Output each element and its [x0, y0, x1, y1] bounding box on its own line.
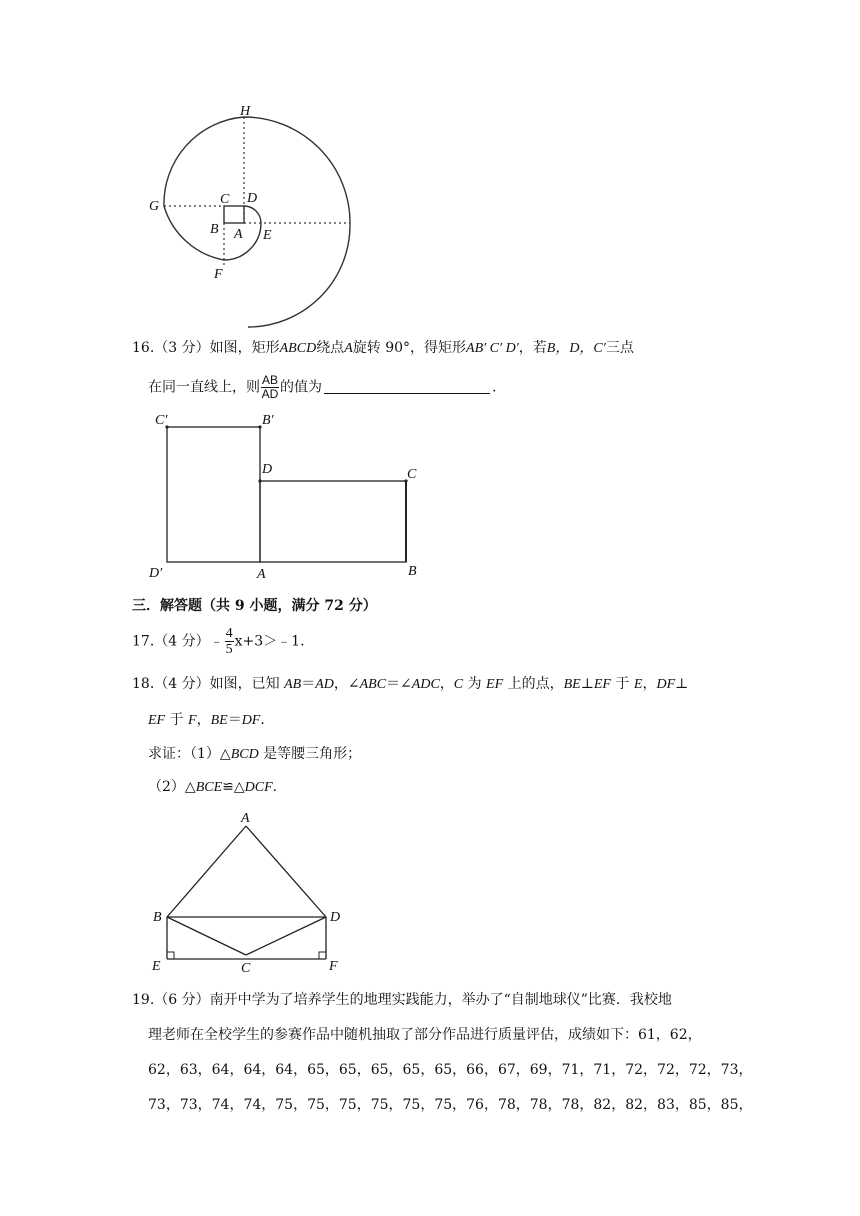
question-19-line2: 理老师在全校学生的参赛作品中随机抽取了部分作品进行质量评估，成绩如下：61，62， [148, 1027, 702, 1043]
q18-var: ABC [359, 677, 387, 692]
q18-var: F [188, 713, 197, 728]
rectangles-figure [140, 405, 440, 585]
q18-var: C [453, 677, 464, 692]
section-3-heading: 三．解答题（共 9 小题，满分 72 分） [132, 598, 377, 614]
inequality-expression: x+3＞﹣1. [234, 633, 305, 650]
q18-text: . [260, 712, 265, 728]
rect-abcd [260, 481, 406, 562]
q18-text: 上的点， [503, 676, 564, 692]
question-18-line2 [148, 710, 265, 731]
q18-text: ＝ [301, 676, 316, 692]
segment-ad [246, 826, 326, 917]
label-f: F [329, 959, 338, 974]
rect-ab-c-d [167, 427, 260, 562]
q18-var: EF [593, 677, 611, 692]
spiral-figure [130, 95, 370, 335]
question-19-line4: 73，73，74，74，75，75，75，75，75，75，76，78，78，78，82，82，83，85，85， [148, 1097, 753, 1113]
spiral-diagram [130, 95, 370, 335]
q18-var: DF [241, 713, 261, 728]
label-d: D [330, 910, 341, 925]
label-e: E [152, 959, 161, 974]
triangle-name: BCD [230, 747, 259, 762]
fraction-numerator: AB [262, 373, 279, 387]
question-19-line3: 62，63，64，64，64，65，65，65，65，65，66，67，69，71，71，72，72，72，73， [148, 1062, 753, 1078]
label-c: C [407, 467, 417, 482]
label-h: H [240, 104, 251, 119]
segment-ab [167, 826, 246, 917]
proof-text: ≌△ [222, 779, 245, 795]
minus-sign: ﹣ [209, 633, 224, 650]
label-b: B [408, 564, 417, 579]
triangle-figure [140, 806, 360, 978]
q16-text-c: 旋转 90°，得矩形 [352, 340, 467, 356]
answer-blank[interactable] [324, 379, 490, 394]
ratio-fraction [261, 374, 279, 401]
q16-rect2: AB′ C′ D′ [466, 341, 519, 356]
point-d [258, 479, 261, 482]
q16-points: B，D，C′ [546, 341, 606, 356]
question-19-line1: 19.（6 分）南开中学为了培养学生的地理实践能力，举办了“自制地球仪”比赛．我校地 [132, 992, 672, 1008]
question-score: （4 分） [154, 633, 210, 650]
q16-text-b: 绕点 [316, 340, 345, 356]
question-18-proof-2 [148, 777, 277, 798]
fraction-denominator: 5 [225, 642, 233, 657]
q18-text: ⊥ [675, 676, 689, 692]
q16-line2-a: 在同一直线上，则 [148, 379, 260, 396]
label-f: F [214, 267, 223, 282]
question-18-proof-1 [148, 744, 361, 765]
proof-text: 求证：（1）△ [148, 746, 231, 762]
q18-var: E [633, 677, 643, 692]
label-d: D [262, 462, 273, 477]
q18-text: 于 [610, 676, 634, 692]
q18-text: 18.（4 分）如图，已知 [132, 676, 285, 692]
question-16-line2 [148, 374, 496, 401]
q16-line2-b: 的值为 [280, 379, 323, 396]
right-angle-f [319, 952, 326, 959]
triangle-name: DCF [244, 780, 273, 795]
question-score: （3 分） [154, 340, 210, 356]
label-b: B [210, 222, 219, 237]
proof-text: . [272, 779, 278, 795]
label-a: A [241, 811, 250, 826]
q18-text: ⊥ [580, 676, 594, 692]
q18-var: AB [284, 677, 302, 692]
label-b: B [153, 910, 162, 925]
right-angle-e [167, 952, 174, 959]
q18-text: 于 [165, 712, 189, 728]
q16-line2-end: . [492, 379, 497, 396]
q18-text: ，∠ [333, 676, 360, 692]
segment-dc [246, 917, 326, 955]
q16-text-e: 三点 [605, 340, 634, 356]
q18-var: DF [656, 677, 676, 692]
q18-text: 为 [463, 676, 487, 692]
q18-var: BE [210, 713, 228, 728]
spiral-curve [164, 117, 350, 327]
segment-bc [167, 917, 246, 955]
q18-text: ， [196, 712, 211, 728]
label-b-prime: B′ [262, 413, 274, 428]
question-16-line1 [132, 338, 634, 359]
q16-point-a: A [344, 341, 353, 356]
label-c-prime: C′ [155, 413, 168, 428]
q18-var: EF [486, 677, 504, 692]
label-c: C [241, 961, 251, 976]
label-c: C [220, 192, 230, 207]
question-number: 17. [132, 633, 155, 650]
q18-text: ， [439, 676, 454, 692]
proof-text: 是等腰三角形； [258, 746, 362, 762]
label-d-prime: D′ [149, 566, 163, 581]
proof-text: （2）△ [148, 779, 196, 795]
q16-text-a: 如图，矩形 [209, 340, 280, 356]
fraction-denominator: AD [261, 387, 279, 401]
label-g: G [149, 199, 160, 214]
triangle-diagram [140, 806, 360, 978]
q18-var: AD [315, 677, 334, 692]
question-17 [132, 626, 305, 657]
q18-text: ， [642, 676, 657, 692]
triangle-name: BCE [195, 780, 223, 795]
q16-text-d: ，若 [518, 340, 547, 356]
label-a: A [257, 567, 266, 582]
label-d: D [247, 191, 258, 206]
label-a: A [234, 227, 243, 242]
q18-var: BE [563, 677, 581, 692]
rectangles-diagram [140, 405, 440, 585]
question-18-line1 [132, 674, 688, 695]
q18-var: ADC [411, 677, 440, 692]
question-number: 16. [132, 340, 155, 356]
q18-var: EF [148, 713, 166, 728]
coefficient-fraction [225, 626, 234, 657]
fraction-numerator: 4 [225, 626, 233, 641]
small-square [224, 206, 244, 223]
q18-text: ＝∠ [386, 676, 412, 692]
q18-text: ＝ [227, 712, 242, 728]
q16-rect1: ABCD [279, 341, 317, 356]
label-e: E [263, 228, 272, 243]
